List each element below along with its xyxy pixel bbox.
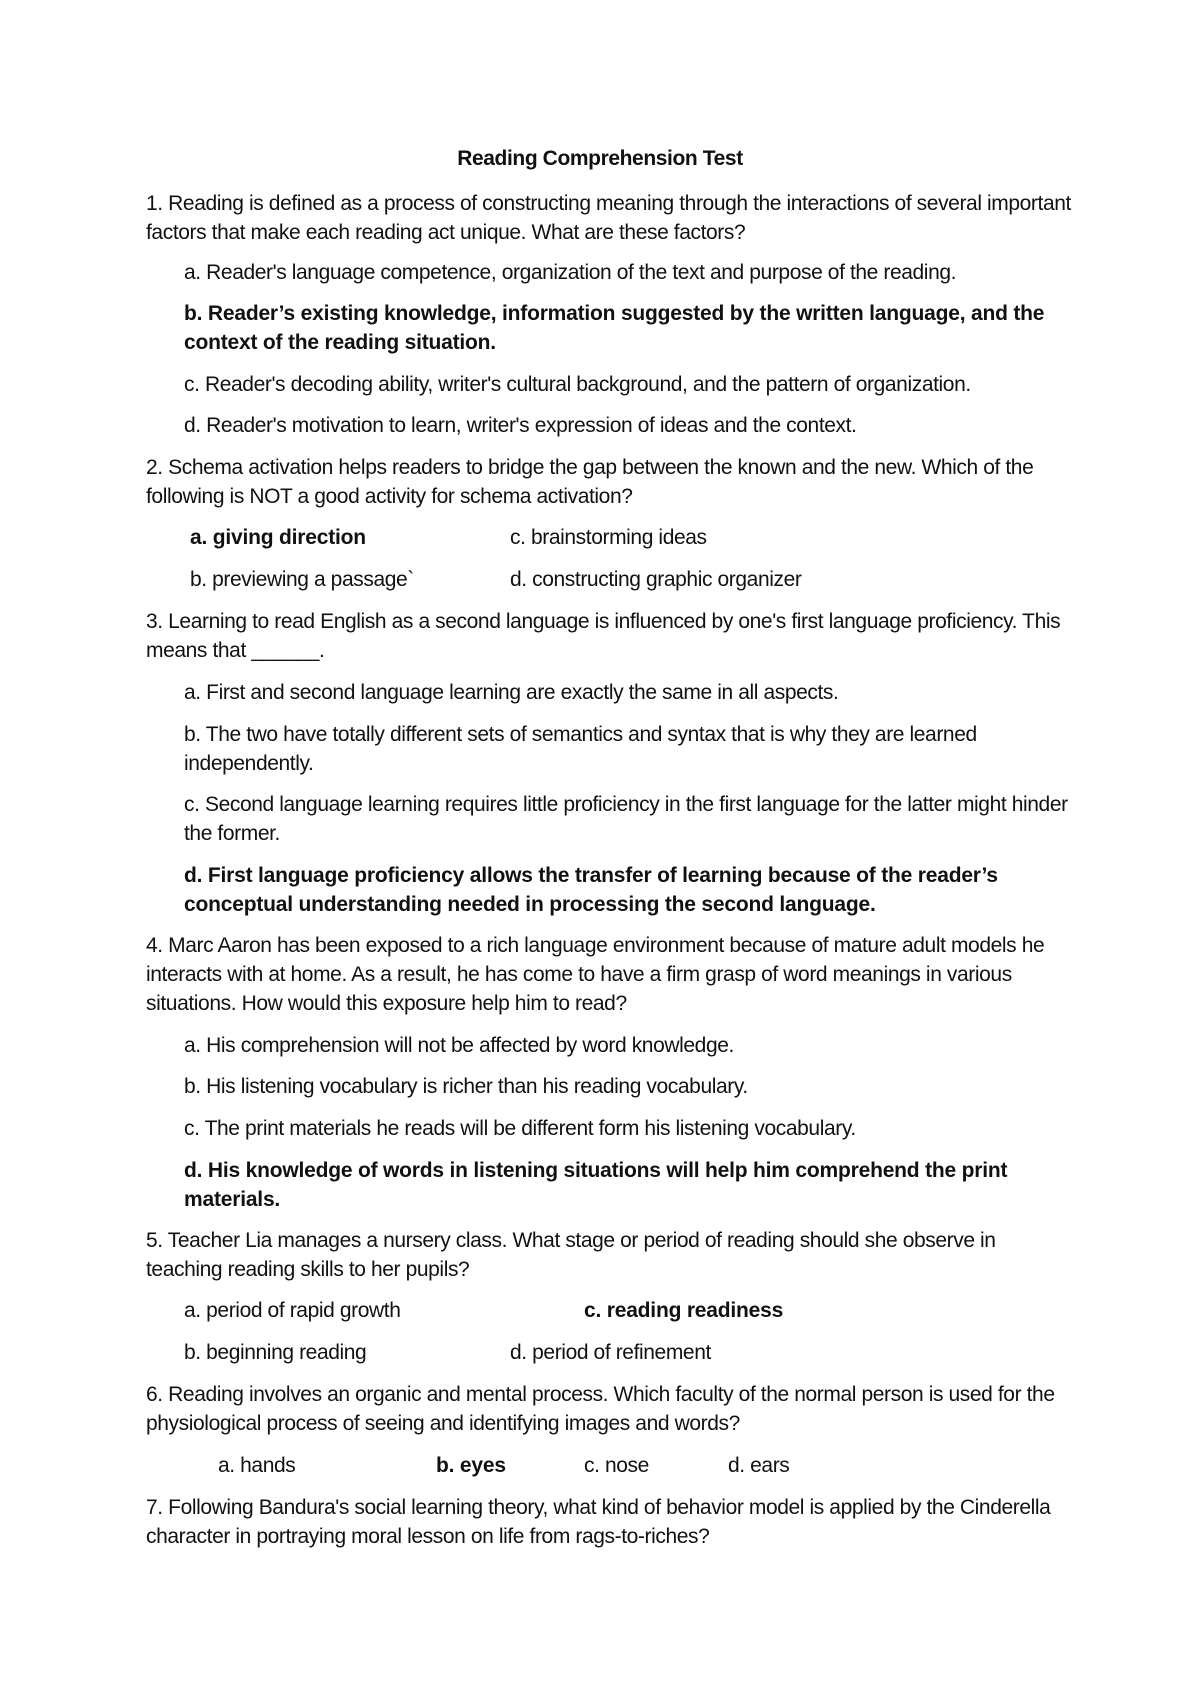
question-6-option-a: a. hands: [218, 1454, 296, 1477]
question-1-option-c: c. Reader's decoding ability, writer's cultural background, and the pattern of organization.: [184, 373, 971, 396]
question-3-option-d: d. First language proficiency allows the transfer of learning because of the reader’s conceptual understanding needed in processing the second language.: [184, 864, 998, 916]
question-2-option-d: d. constructing graphic organizer: [510, 568, 802, 591]
question-1-option-a: a. Reader's language competence, organization of the text and purpose of the reading.: [184, 261, 957, 284]
question-3-stem: 3. Learning to read English as a second language is influenced by one's first language proficiency. This means that ______.: [146, 610, 1061, 662]
question-3-option-a: a. First and second language learning are exactly the same in all aspects.: [184, 681, 839, 704]
question-4-stem: 4. Marc Aaron has been exposed to a rich language environment because of mature adult models he interacts with at home. As a result, he has come to have a firm grasp of word meanings in various situations. How would this exposure help him to read?: [146, 934, 1045, 1015]
question-6-stem: 6. Reading involves an organic and mental process. Which faculty of the normal person is used for the physiological process of seeing and identifying images and words?: [146, 1383, 1055, 1435]
question-2-stem: 2. Schema activation helps readers to bridge the gap between the known and the new. Which of the following is NOT a good activity for schema activation?: [146, 456, 1034, 508]
question-6-option-b: b. eyes: [436, 1454, 506, 1477]
question-4-option-b: b. His listening vocabulary is richer than his reading vocabulary.: [184, 1075, 748, 1098]
question-4-option-a: a. His comprehension will not be affected by word knowledge.: [184, 1034, 734, 1057]
question-5-option-b: b. beginning reading: [184, 1341, 367, 1364]
question-6-option-c: c. nose: [584, 1454, 649, 1477]
question-3-option-c: c. Second language learning requires little proficiency in the first language for the latter might hinder the former.: [184, 793, 1068, 845]
question-5-option-c: c. reading readiness: [584, 1299, 784, 1322]
question-4-option-d: d. His knowledge of words in listening situations will help him comprehend the print materials.: [184, 1159, 1008, 1211]
question-5-option-d: d. period of refinement: [510, 1341, 711, 1364]
question-7-stem: 7. Following Bandura's social learning theory, what kind of behavior model is applied by the Cinderella character in portraying moral lesson on life from rags-to-riches?: [146, 1496, 1051, 1548]
question-5-option-a: a. period of rapid growth: [184, 1299, 401, 1322]
question-5-stem: 5. Teacher Lia manages a nursery class. What stage or period of reading should she observe in teaching reading skills to her pupils?: [146, 1229, 996, 1281]
question-4-option-c: c. The print materials he reads will be different form his listening vocabulary.: [184, 1117, 856, 1140]
page-title: Reading Comprehension Test: [457, 147, 743, 170]
question-1-stem: 1. Reading is defined as a process of constructing meaning through the interactions of several important factors that make each reading act unique. What are these factors?: [146, 192, 1071, 244]
question-6-option-d: d. ears: [728, 1454, 790, 1477]
question-2-option-a: a. giving direction: [190, 526, 366, 549]
question-3-option-b: b. The two have totally different sets of semantics and syntax that is why they are learned independently.: [184, 723, 977, 775]
question-1-option-d: d. Reader's motivation to learn, writer's expression of ideas and the context.: [184, 414, 857, 437]
question-1-option-b: b. Reader’s existing knowledge, information suggested by the written language, and the context of the reading situation.: [184, 302, 1045, 354]
question-2-option-c: c. brainstorming ideas: [510, 526, 707, 549]
question-2-option-b: b. previewing a passage`: [190, 568, 414, 591]
